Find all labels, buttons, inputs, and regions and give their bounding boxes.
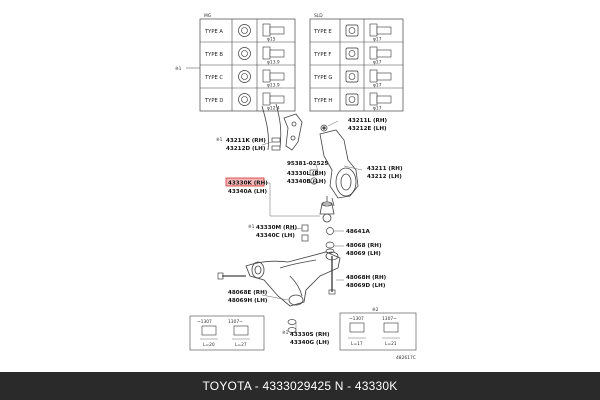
detail-note: 1307~ (382, 317, 397, 322)
type-row-h (313, 93, 391, 112)
type-label: TYPE D (205, 98, 224, 104)
mark-star: ※1 (216, 138, 223, 143)
type-label: TYPE H (314, 98, 333, 104)
diagram-ref-code: 482617C (396, 356, 416, 361)
type-row-f (313, 47, 391, 66)
label-43212e: 43212E (LH) (348, 126, 387, 132)
dimension-label: φ17 (373, 37, 382, 43)
type-row-e (313, 24, 391, 43)
type-row-g (313, 70, 391, 89)
dimension-label: φ17 (373, 60, 382, 66)
label-43211l: 43211L (RH) (348, 118, 388, 124)
label-43212d: 43212D (LH) (226, 146, 266, 152)
table-side-mark: ※1 (175, 67, 182, 72)
type-row-a (204, 24, 284, 43)
dimension-label: L=21 (385, 342, 397, 347)
label-43330k-highlighted: 43330K (RH) (228, 180, 268, 187)
label-43340b: 43340B (LH) (287, 179, 327, 185)
dimension-label: L=17 (351, 342, 363, 347)
label-48068: 48068 (RH) (346, 243, 382, 249)
mark-star: ※1 (248, 225, 255, 230)
dimension-label: L=27 (235, 343, 247, 348)
type-label: TYPE A (205, 29, 223, 35)
label-48069h: 48069H (LH) (228, 298, 268, 304)
dimension-label: φ13.9 (267, 60, 280, 66)
label-48068e: 48068E (RH) (228, 290, 268, 296)
dimension-label: L=20 (203, 343, 215, 348)
label-43340g: 43340G (LH) (290, 340, 330, 346)
type-label: TYPE E (314, 29, 332, 35)
detail-box-left (190, 316, 264, 350)
type-row-c (204, 70, 284, 89)
bushing-parts (218, 242, 335, 333)
dimension-label: φ15 (267, 37, 276, 43)
label-48069d: 48069D (LH) (346, 283, 386, 289)
dimension-label: φ13.9 (267, 83, 280, 89)
table-left-header: MG (204, 14, 212, 19)
mark-star-2: ※2 (372, 308, 379, 313)
label-43211: 43211 (RH) (367, 166, 403, 172)
type-label: TYPE B (205, 52, 223, 58)
label-48641a: 48641A (346, 229, 370, 235)
label-43340c: 43340C (LH) (256, 233, 295, 239)
label-43330m: 43330M (RH) (256, 225, 298, 231)
type-label: TYPE G (314, 75, 333, 81)
detail-note: ~1307 (349, 317, 364, 322)
dimension-label: φ12.4 (267, 106, 280, 112)
label-43212: 43212 (LH) (367, 174, 402, 180)
label-48069: 48069 (LH) (346, 251, 381, 257)
label-43330l: 43330L (RH) (287, 171, 327, 177)
dimension-label: φ17 (373, 106, 382, 112)
mark-star: ※1 (282, 331, 289, 336)
type-label: TYPE C (205, 75, 224, 81)
label-48068h: 48068H (RH) (346, 275, 387, 281)
dimension-label: φ17 (373, 83, 382, 89)
label-43330s: 43330S (RH) (290, 332, 330, 338)
ball-joint (320, 196, 334, 222)
type-label: TYPE F (314, 52, 332, 58)
detail-note: 1307~ (228, 320, 243, 325)
label-95381-02525: 95381-02525 (287, 161, 329, 167)
type-row-b (204, 47, 284, 66)
label-43340a: 43340A (LH) (228, 189, 268, 195)
table-right-header: SLD (314, 14, 323, 19)
part-number-caption: TOYOTA - 4333029425 N - 43330K (0, 372, 600, 400)
detail-box-right (340, 313, 416, 350)
detail-note: ~1307 (197, 320, 212, 325)
type-row-d (204, 93, 284, 112)
label-43211k: 43211K (RH) (226, 138, 266, 144)
